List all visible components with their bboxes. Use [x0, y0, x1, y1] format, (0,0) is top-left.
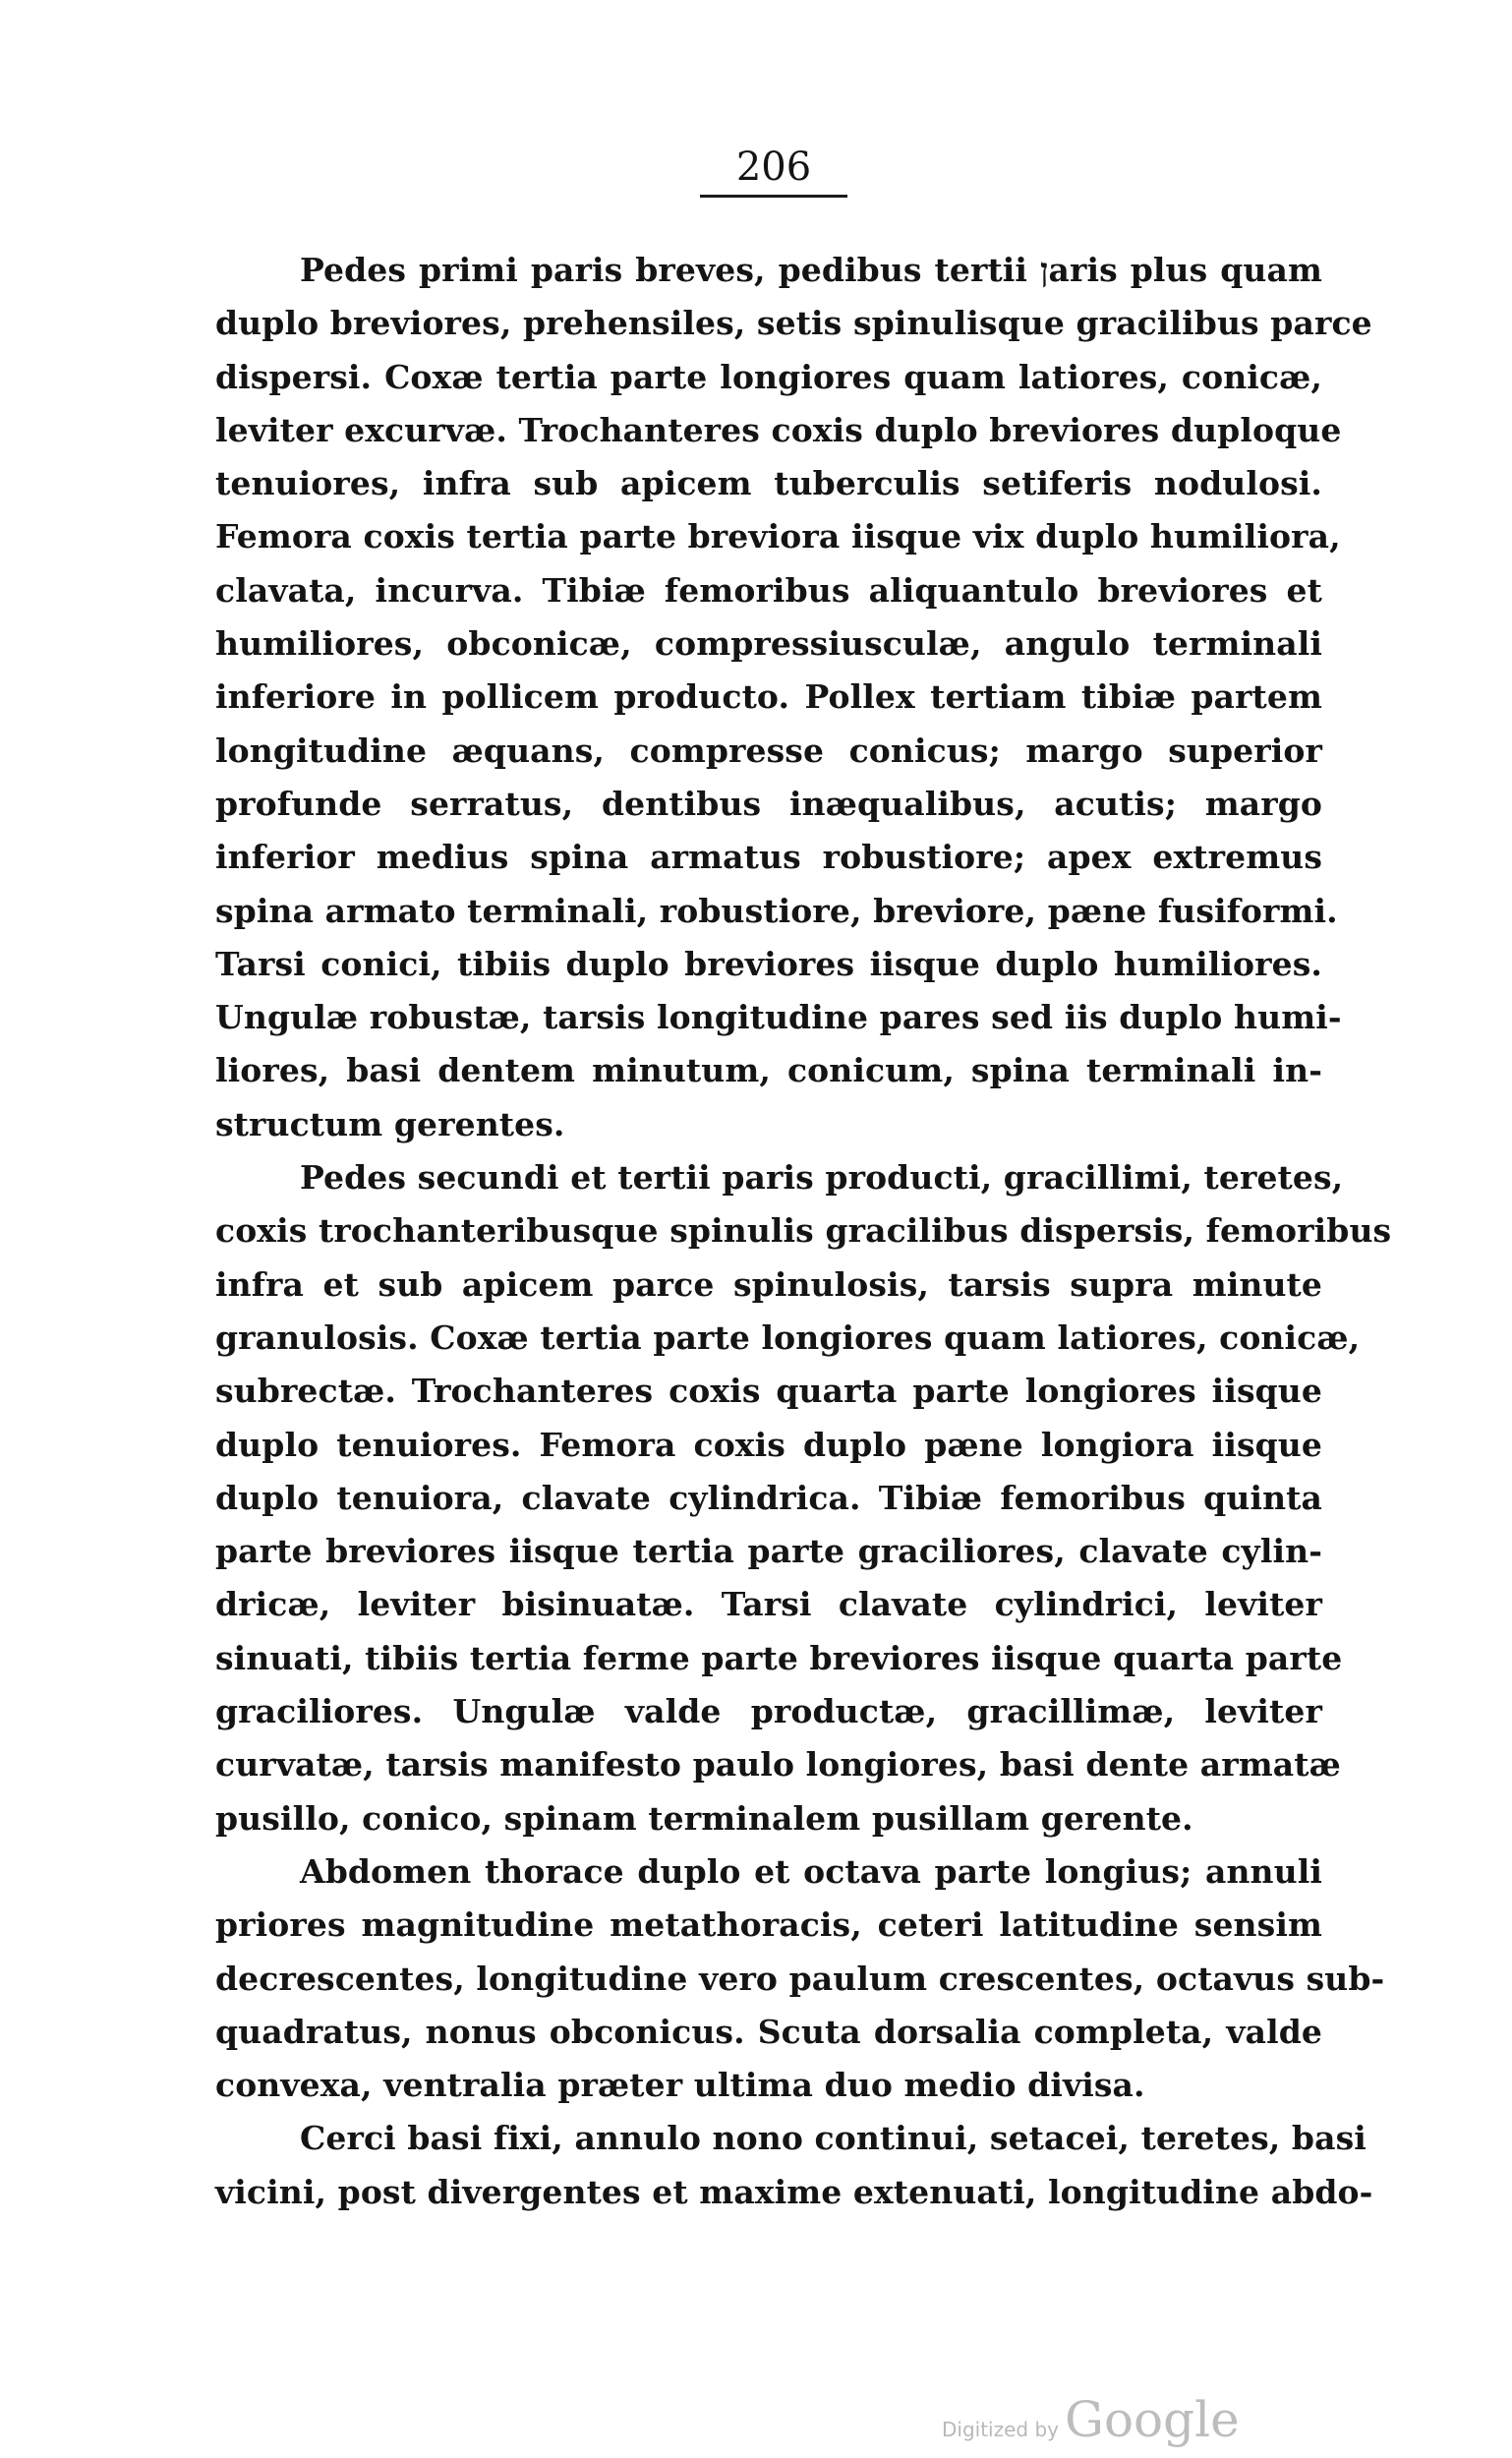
text-line: Femora coxis tertia parte breviora iisque vix duplo humiliora,	[215, 517, 1341, 556]
text-line: tenuiores, infra sub apicem tuberculis setiferis nodulosi.	[215, 464, 1322, 503]
text-line: clavata, incurva. Tibiæ femoribus aliquantulo breviores et	[215, 570, 1322, 610]
text-line: Pedes secundi et tertii paris producti, gracillimi, teretes,	[300, 1158, 1344, 1198]
text-line: duplo tenuiores. Femora coxis duplo pæne longiora iisque	[215, 1425, 1322, 1464]
watermark-prefix: Digitized by	[942, 2418, 1059, 2441]
text-line: liores, basi dentem minutum, conicum, spina terminali in-	[215, 1051, 1322, 1090]
page-number: 206	[735, 145, 812, 190]
text-line: granulosis. Coxæ tertia parte longiores quam latiores, conicæ,	[215, 1317, 1361, 1357]
text-line: coxis trochanteribusque spinulis gracilibus dispersis, femoribus	[215, 1211, 1392, 1251]
text-line: sinuati, tibiis tertia ferme parte breviores iisque quarta parte	[215, 1638, 1343, 1677]
text-line: inferior medius spina armatus robustiore; apex extremus	[215, 838, 1322, 877]
text-line: duplo breviores, prehensiles, setis spinulisque gracilibus parce	[215, 304, 1372, 343]
text-line: decrescentes, longitudine vero paulum crescentes, octavus sub-	[215, 1959, 1385, 1998]
text-line: leviter excurvæ. Trochanteres coxis duplo breviores duploque	[215, 410, 1342, 449]
google-logo: Google	[1065, 2391, 1240, 2448]
text-line: Cerci basi fixi, annulo nono continui, setacei, teretes, basi	[300, 2119, 1367, 2158]
text-line: profunde serratus, dentibus inæqualibus, acutis; margo	[215, 784, 1322, 823]
text-line: Abdomen thorace duplo et octava parte longius; annuli	[300, 1851, 1322, 1891]
page-number-underline	[700, 195, 847, 198]
text-line: Ungulæ robustæ, tarsis longitudine pares sed iis duplo humi-	[215, 998, 1342, 1037]
text-line: quadratus, nonus obconicus. Scuta dorsalia completa, valde	[215, 2012, 1322, 2051]
text-line: priores magnitudine metathoracis, ceteri latitudine sensim	[215, 1905, 1322, 1945]
body-text	[215, 244, 1392, 2219]
text-line: graciliores. Ungulæ valde productæ, gracillimæ, leviter	[215, 1692, 1322, 1731]
text-line: vicini, post divergentes et maxime extenuati, longitudine abdo-	[215, 2172, 1373, 2211]
text-line: longitudine æquans, compresse conicus; margo superior	[215, 731, 1322, 770]
text-line: parte breviores iisque tertia parte graciliores, clavate cylin-	[215, 1532, 1322, 1571]
text-line: curvatæ, tarsis manifesto paulo longiores, basi dente armatæ	[215, 1745, 1341, 1785]
text-line: Pedes primi paris breves, pedibus tertii ןaris plus quam	[300, 251, 1322, 289]
text-line: convexa, ventralia præter ultima duo medio divisa.	[215, 2066, 1145, 2105]
digitization-watermark	[942, 2391, 1240, 2450]
text-line: duplo tenuiora, clavate cylindrica. Tibiæ femoribus quinta	[215, 1478, 1322, 1517]
text-line: pusillo, conico, spinam terminalem pusillam gerente.	[215, 1798, 1193, 1838]
text-line: dispersi. Coxæ tertia parte longiores quam latiores, conicæ,	[215, 357, 1322, 396]
text-line: inferiore in pollicem producto. Pollex tertiam tibiæ partem	[215, 677, 1322, 717]
text-line: dricæ, leviter bisinuatæ. Tarsi clavate cylindrici, leviter	[215, 1585, 1322, 1624]
text-line: humiliores, obconicæ, compressiusculæ, angulo terminali	[215, 624, 1322, 664]
text-line: structum gerentes.	[215, 1104, 565, 1143]
text-line: infra et sub apicem parce spinulosis, tarsis supra minute	[215, 1264, 1322, 1304]
text-line: spina armato terminali, robustiore, breviore, pæne fusiformi.	[215, 891, 1338, 930]
text-line: Tarsi conici, tibiis duplo breviores iisque duplo humiliores.	[215, 944, 1322, 983]
text-line: subrectæ. Trochanteres coxis quarta parte longiores iisque	[215, 1372, 1322, 1411]
